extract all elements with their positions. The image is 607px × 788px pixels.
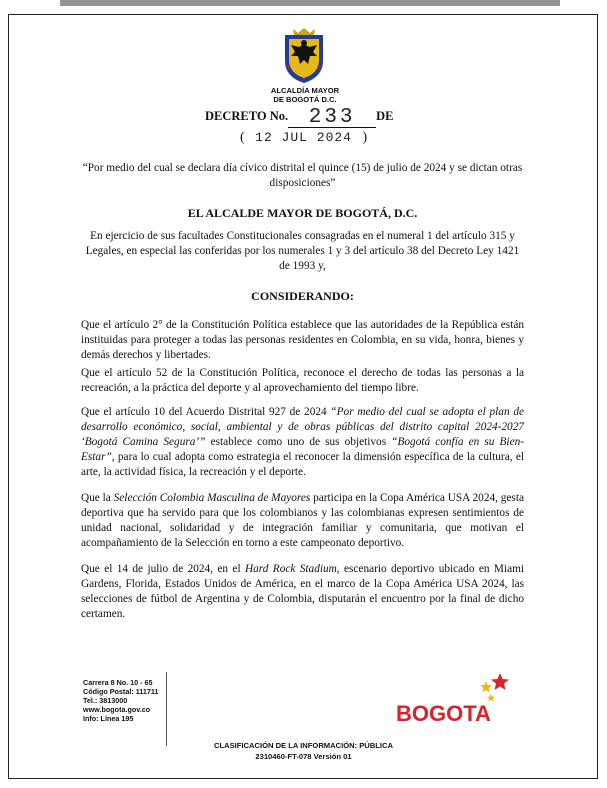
paragraph-2: Que el artículo 52 de la Constitución Política, reconoce el derecho de todas las personas a la recreación, a la práctica del deporte y al aprovechamiento del tiempo libre. <box>81 367 524 394</box>
scan-top-edge <box>60 0 560 6</box>
decree-suffix: DE <box>376 109 394 123</box>
star-icon <box>491 673 509 690</box>
bogota-logo <box>392 669 522 731</box>
mayor-office-caption: ALCALDÍA MAYOR DE BOGOTÁ D.C. <box>270 86 340 104</box>
phone-line: Tel.: 3813000 <box>83 696 128 706</box>
bogota-coat-of-arms-icon <box>279 27 329 85</box>
decree-date: ( 12 JUL 2024 ) <box>240 130 368 145</box>
decree-summary: “Por medio del cual se declara día cívico distrital el quince (15) de julio de 2024 y se dictan otras disposiciones” <box>82 162 523 189</box>
paragraph-4: Que la Selección Colombia Masculina de Mayores participa en la Copa América USA 2024, gesta deportiva que ha servido para que los colombianos y las colombianas expresen sentimientos de unidad nacional, solidaridad y de integración familiar y comunitaria, que motivan el acompañamiento de la Selección en torno a este campeonato deportivo. <box>81 492 524 549</box>
info-line: Info: Línea 195 <box>83 714 134 724</box>
paragraph-3: Que el artículo 10 del Acuerdo Distrital 927 de 2024 “Por medio del cual se adopta el plan de desarrollo económico, social, ambiental y de obras públicas del distrito capital 2024-2027 ‘Bogotá Camina Segura’” establece como uno de sus objetivos “Bogotá confía en su Bien-Estar”, para lo cual adopta como estrategia el reconocer la dimensión específica de la cultura, el arte, la actividad física, la recreación y el deporte. <box>81 406 524 478</box>
decree-number-line <box>205 104 394 128</box>
considering-heading: CONSIDERANDO: <box>251 289 354 303</box>
address-line: Carrera 8 No. 10 - 65 <box>83 678 153 687</box>
date-stamp: 12 JUL 2024 <box>255 130 352 145</box>
postal-code-line: Código Postal: 111711 <box>83 687 159 697</box>
decree-number: 233 <box>308 106 356 129</box>
preamble: En ejercicio de sus facultades Constitucionales consagradas en el numeral 1 del artículo 315 y Legales, en especial las conferidas por los numerales 1 y 3 del artículo 38 del Decreto Ley 1421 de 1993 y, <box>85 230 520 272</box>
svg-text:BOGOTA: BOGOTA <box>396 701 491 726</box>
issuer-heading: EL ALCALDE MAYOR DE BOGOTÁ, D.C. <box>187 206 418 220</box>
website-line: www.bogota.gov.co <box>83 705 151 715</box>
form-code: 2310460-FT-078 Versión 01 <box>255 752 352 761</box>
paragraph-5: Que el 14 de julio de 2024, en el Hard Rock Stadium, escenario deportivo ubicado en Miami Gardens, Florida, Estados Unidos de América, en el marco de la Copa América USA 2024, las selecciones de fútbol de Argentina y de Colombia, disputarán el encuentro por la final de dicho certamen. <box>81 563 525 620</box>
star-icon <box>480 681 492 692</box>
contact-address <box>83 678 159 723</box>
paragraph-1: Que el artículo 2° de la Constitución Política establece que las autoridades de la República están instituidas para proteger a todas las personas residentes en Colombia, en su vida, honra, bienes y demás derechos y libertades. <box>81 319 524 361</box>
page-border <box>8 14 598 779</box>
decree-label: DECRETO No. <box>205 109 289 123</box>
classification-label: CLASIFICACIÓN DE LA INFORMACIÓN: PÚBLICA <box>213 741 393 750</box>
